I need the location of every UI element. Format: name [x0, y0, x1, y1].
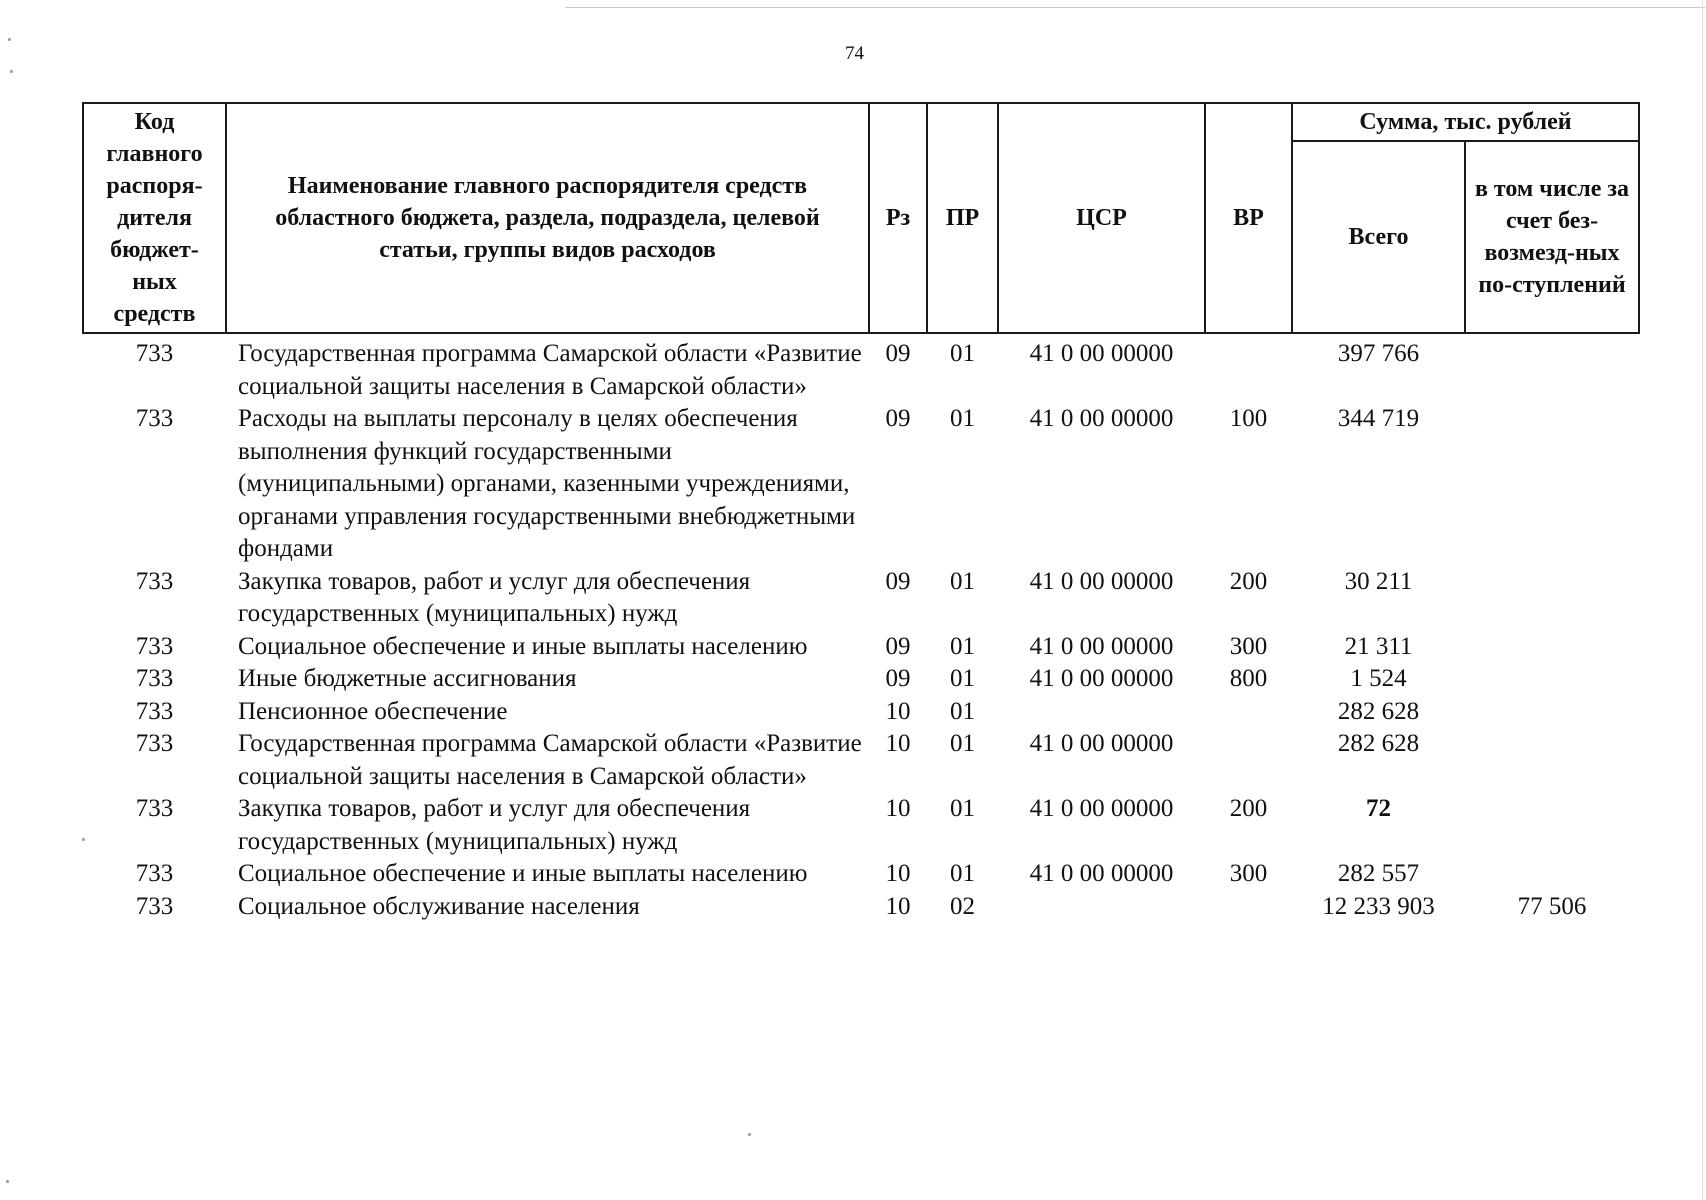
cell-code: 733 [135, 795, 174, 822]
scan-speck [748, 1133, 751, 1136]
cell-grant [1465, 333, 1639, 403]
cell-code: 733 [135, 567, 174, 595]
cell-pr: 01 [950, 632, 975, 660]
cell-csr: 41 0 00 00000 [1029, 567, 1174, 595]
cell-total: 30 211 [1344, 567, 1413, 595]
cell-pr: 01 [950, 405, 975, 432]
cell-csr [998, 891, 1205, 924]
cell-name: Пенсионное обеспечение [238, 697, 508, 725]
budget-table [82, 102, 1640, 923]
cell-csr: 41 0 00 00000 [1029, 730, 1174, 757]
cell-rz: 10 [885, 697, 911, 725]
header-rz: Рз [869, 103, 927, 333]
table-row [83, 793, 1639, 858]
cell-pr: 01 [950, 730, 975, 757]
cell-csr: 41 0 00 00000 [1029, 665, 1174, 692]
table-row [83, 858, 1639, 891]
cell-pr: 01 [950, 665, 975, 692]
cell-grant [1465, 663, 1639, 696]
cell-vr: 300 [1229, 632, 1268, 660]
cell-name: Социальное обслуживание населения [238, 892, 640, 920]
cell-csr: 41 0 00 00000 [1029, 795, 1174, 822]
cell-vr: 800 [1229, 665, 1268, 692]
header-vr: ВР [1205, 103, 1292, 333]
cell-code: 733 [135, 697, 174, 725]
cell-rz: 09 [885, 632, 911, 660]
table-row [83, 631, 1639, 664]
scan-right-edge [1702, 0, 1703, 1200]
table-row [83, 333, 1639, 403]
table-body [83, 333, 1639, 923]
cell-code: 733 [135, 730, 174, 757]
cell-grant [1465, 858, 1639, 891]
cell-csr: 41 0 00 00000 [1029, 632, 1174, 660]
cell-rz: 10 [885, 795, 911, 822]
cell-grant [1465, 696, 1639, 729]
scan-top-rule [565, 7, 1705, 8]
cell-pr: 01 [950, 795, 975, 822]
cell-vr: 200 [1229, 567, 1268, 595]
cell-grant [1465, 566, 1639, 631]
cell-code: 733 [135, 405, 174, 432]
header-code: Код главного распоря-дителя бюджет-ных средств [83, 103, 226, 333]
cell-total: 1 524 [1350, 665, 1407, 692]
cell-rz: 09 [885, 405, 911, 432]
header-grant: в том числе за счет без-возмезд-ных по-ступлений [1465, 141, 1639, 333]
cell-rz: 09 [885, 665, 911, 692]
table-row [83, 403, 1639, 566]
table-row [83, 663, 1639, 696]
cell-grant: 77 506 [1517, 892, 1587, 920]
cell-code: 733 [135, 632, 174, 660]
header-csr: ЦСР [998, 103, 1205, 333]
page-number: 74 [845, 43, 864, 64]
cell-name: Государственная программа Самарской области «Развитие социальной защиты населения в Самарской области» [238, 340, 862, 400]
cell-name: Социальное обеспечение и иные выплаты населению [238, 632, 808, 660]
cell-vr: 300 [1229, 860, 1268, 887]
cell-total: 72 [1366, 795, 1391, 822]
cell-pr: 01 [950, 697, 975, 725]
cell-pr: 02 [950, 892, 975, 920]
cell-grant [1465, 403, 1639, 566]
cell-vr [1205, 728, 1292, 793]
cell-vr: 100 [1229, 405, 1268, 432]
cell-code: 733 [135, 892, 174, 920]
cell-csr [998, 696, 1205, 729]
cell-grant [1465, 793, 1639, 858]
cell-rz: 10 [885, 892, 911, 920]
cell-name: Закупка товаров, работ и услуг для обеспечения государственных (муниципальных) нужд [238, 567, 751, 627]
cell-vr: 200 [1229, 795, 1268, 822]
table-row [83, 891, 1639, 924]
cell-vr [1205, 333, 1292, 403]
cell-pr: 01 [950, 860, 975, 887]
cell-vr [1205, 891, 1292, 924]
cell-csr: 41 0 00 00000 [1029, 860, 1174, 887]
cell-rz: 09 [885, 340, 911, 367]
scan-speck [10, 70, 13, 73]
cell-code: 733 [135, 340, 174, 367]
cell-code: 733 [135, 860, 174, 887]
cell-name: Социальное обеспечение и иные выплаты населению [238, 860, 808, 887]
cell-name: Иные бюджетные ассигнования [238, 665, 577, 692]
cell-name: Закупка товаров, работ и услуг для обеспечения государственных (муниципальных) нужд [238, 795, 751, 855]
scan-speck [6, 1180, 9, 1183]
cell-rz: 09 [885, 567, 911, 595]
header-sum: Сумма, тыс. рублей [1292, 103, 1639, 141]
cell-name: Государственная программа Самарской области «Развитие социальной защиты населения в Самарской области» [238, 730, 862, 790]
table-row [83, 696, 1639, 729]
cell-total: 21 311 [1344, 632, 1413, 660]
cell-grant [1465, 631, 1639, 664]
cell-total: 397 766 [1337, 340, 1420, 367]
cell-total: 282 628 [1337, 697, 1420, 725]
cell-total: 12 233 903 [1322, 892, 1435, 920]
cell-csr: 41 0 00 00000 [1029, 340, 1174, 367]
cell-pr: 01 [950, 567, 975, 595]
cell-rz: 10 [885, 730, 911, 757]
table-row [83, 728, 1639, 793]
cell-vr [1205, 696, 1292, 729]
cell-total: 282 557 [1337, 860, 1420, 887]
cell-grant [1465, 728, 1639, 793]
table-header [83, 103, 1639, 333]
cell-rz: 10 [885, 860, 911, 887]
header-total: Всего [1292, 141, 1465, 333]
cell-code: 733 [135, 665, 174, 692]
table-row [83, 566, 1639, 631]
header-name: Наименование главного распорядителя средств областного бюджета, раздела, подраздела, целевой статьи, группы видов расходов [226, 103, 869, 333]
cell-csr: 41 0 00 00000 [1029, 405, 1174, 432]
cell-name: Расходы на выплаты персоналу в целях обеспечения выполнения функций государственными (муниципальными) органами, казенными учреждениями, органами управления государственными внебюджетными фондами [238, 405, 856, 562]
cell-total: 344 719 [1337, 405, 1420, 432]
document-page [82, 102, 1640, 923]
cell-total: 282 628 [1337, 730, 1420, 757]
header-pr: ПР [927, 103, 998, 333]
scan-speck [8, 38, 11, 41]
cell-pr: 01 [950, 340, 975, 367]
